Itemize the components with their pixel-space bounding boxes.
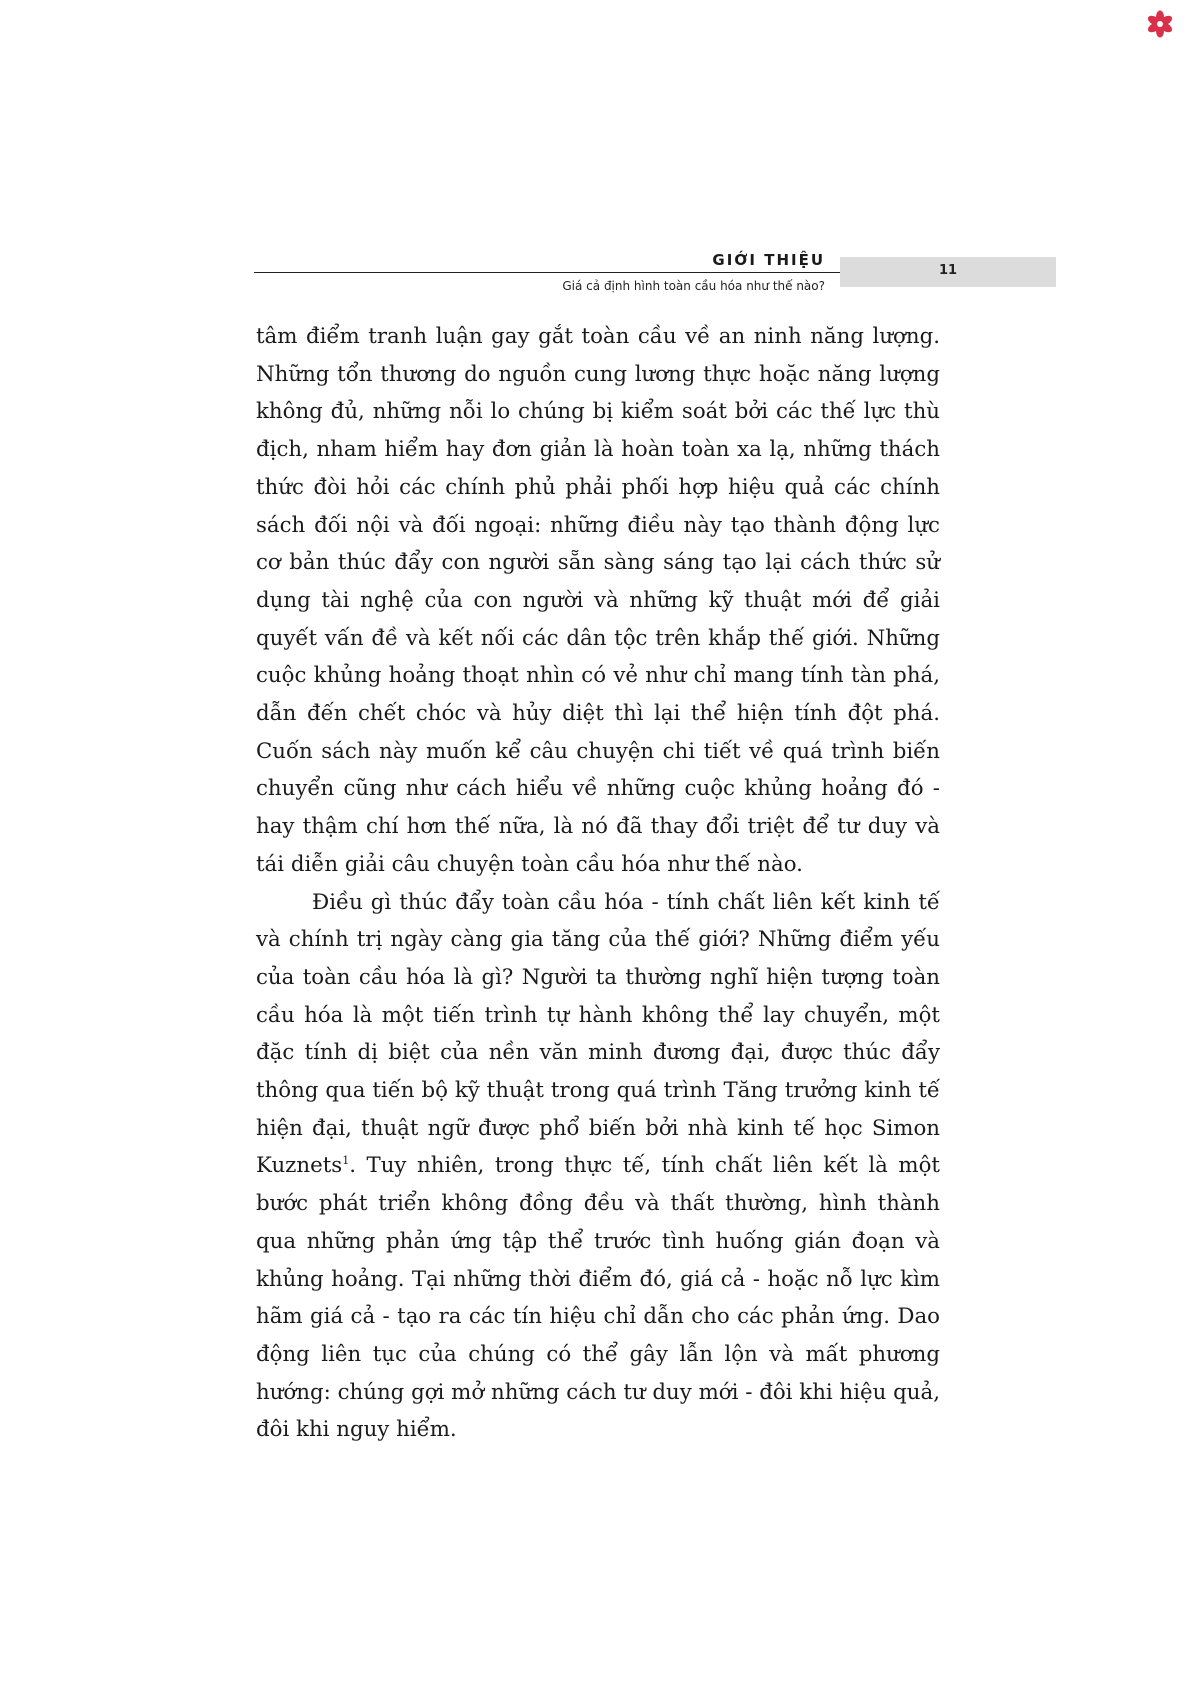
page-number: 11 (938, 263, 958, 278)
page-number-tab (840, 257, 1056, 287)
chapter-label: GIỚI THIỆU (712, 251, 825, 269)
body-text (256, 318, 940, 1449)
paragraph-text: Điều gì thúc đẩy toàn cầu hóa - tính chất liên kết kinh tế và chính trị ngày càng gia tăng của thế giới? Những điểm yếu của toàn cầu hóa là gì? Người ta thường nghĩ hiện tượng toàn cầu hóa là một tiến trình tự hành không thể lay chuyển, một đặc tính dị biệt của nền văn minh đương đại, được thúc đẩy thông qua tiến bộ kỹ thuật trong quá trình Tăng trưởng kinh tế hiện đại, thuật ngữ được phổ biến bởi nhà kinh tế học Simon Kuznets (256, 889, 940, 1179)
footnote-marker[interactable]: 1 (342, 1154, 350, 1168)
header-rule (254, 272, 842, 273)
paragraph (256, 884, 940, 1450)
running-subtitle: Giá cả định hình toàn cầu hóa như thế nào? (562, 279, 825, 293)
paragraph-text: . Tuy nhiên, trong thực tế, tính chất liên kết là một bước phát triển không đồng đều và thất thường, hình thành qua những phản ứng tập thể trước tình huống gián đoạn và khủng hoảng. Tại những thời điểm đó, giá cả - hoặc nỗ lực kìm hãm giá cả - tạo ra các tín hiệu chỉ dẫn cho các phản ứng. Dao động liên tục của chúng có thể gây lẫn lộn và mất phương hướng: chúng gợi mở những cách tư duy mới - đôi khi hiệu quả, đôi khi nguy hiểm. (256, 1153, 940, 1443)
running-head (0, 0, 1190, 300)
paragraph: tâm điểm tranh luận gay gắt toàn cầu về an ninh năng lượng. Những tổn thương do nguồn cung lương thực hoặc năng lượng không đủ, những nỗi lo chúng bị kiểm soát bởi các thế lực thù địch, nham hiểm hay đơn giản là hoàn toàn xa lạ, những thách thức đòi hỏi các chính phủ phải phối hợp hiệu quả các chính sách đối nội và đối ngoại: những điều này tạo thành động lực cơ bản thúc đẩy con người sẵn sàng sáng tạo lại cách thức sử dụng tài nghệ của con người và những kỹ thuật mới để giải quyết vấn đề và kết nối các dân tộc trên khắp thế giới. Những cuộc khủng hoảng thoạt nhìn có vẻ như chỉ mang tính tàn phá, dẫn đến chết chóc và hủy diệt thì lại thể hiện tính đột phá. Cuốn sách này muốn kể câu chuyện chi tiết về quá trình biến chuyển cũng như cách hiểu về những cuộc khủng hoảng đó - hay thậm chí hơn thế nữa, là nó đã thay đổi triệt để tư duy và tái diễn giải câu chuyện toàn cầu hóa như thế nào. (256, 324, 940, 877)
